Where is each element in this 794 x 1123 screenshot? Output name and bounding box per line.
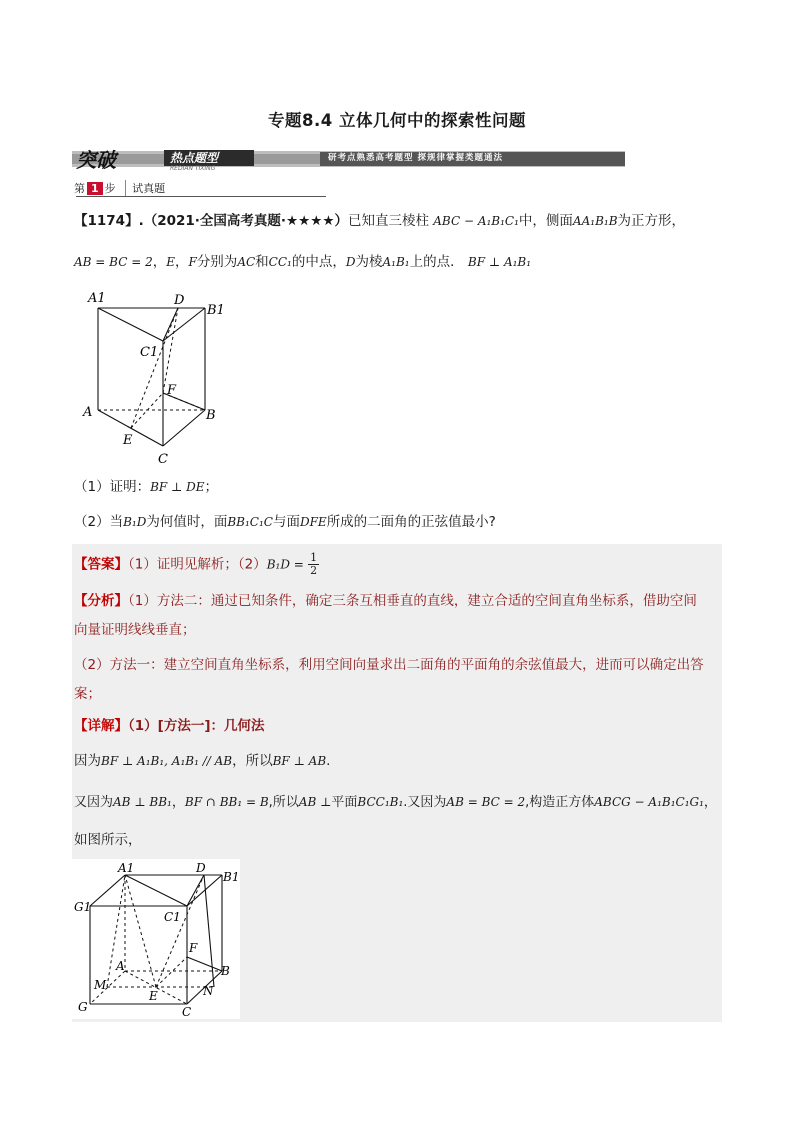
fig2-label: A1 — [118, 861, 135, 875]
fig2-label: G1 — [74, 900, 92, 914]
frac-num: 1 — [310, 551, 318, 564]
text: 所成的二面角的正弦值最小? — [326, 514, 496, 530]
analysis-line-3: （2）方法一：建立空间直角坐标系，利用空间向量求出二面角的平面角的余弦值最大，进而可以确定出答 — [74, 657, 704, 673]
analysis-tag: 【分析】 — [74, 593, 128, 609]
step-suffix: 步 — [104, 182, 116, 195]
text: 分别为 — [196, 254, 238, 270]
fig2-label: C1 — [164, 910, 181, 924]
problem-tag: 【1174】.（2021·全国高考真题·★★★★） — [74, 213, 348, 229]
text: ,构造正方体 — [525, 795, 595, 810]
text: 的中点， — [291, 254, 346, 270]
math-bf-perp-de: BF ⊥ DE — [150, 480, 205, 494]
fig2-label: C — [182, 1005, 192, 1019]
text: .又因为 — [403, 795, 447, 810]
step-underline — [76, 196, 326, 197]
fig2-label: E — [149, 989, 158, 1003]
math-bf-perp: BF ⊥ A₁B₁ — [467, 255, 532, 269]
fig1-label: F — [167, 383, 177, 398]
text: 和 — [255, 254, 269, 270]
figure-prism — [78, 286, 228, 470]
text: ， — [152, 254, 167, 270]
step-number: 1 — [87, 182, 103, 195]
text: （1）证明： — [74, 479, 151, 495]
banner-main: 突破 — [76, 148, 116, 172]
detail-method: （1）[方法一]：几何法 — [128, 718, 265, 734]
fig2-label: M — [94, 978, 107, 992]
text: . — [326, 753, 331, 769]
text: 与面 — [272, 514, 300, 530]
frac-den: 2 — [310, 564, 318, 577]
fig1-label: D — [174, 293, 185, 308]
math: BCC₁B₁ — [357, 795, 404, 809]
detail-line-2 — [74, 791, 717, 814]
problem-line-1 — [74, 210, 685, 232]
text: ，所以 — [232, 753, 273, 769]
math-face-2: BB₁C₁C — [227, 515, 273, 529]
fig1-label: A — [83, 405, 93, 420]
fig2-label: B1 — [223, 870, 240, 884]
analysis-line-4: 案； — [74, 686, 101, 702]
fig1-label: E — [123, 433, 133, 448]
step-prefix: 第 — [74, 182, 85, 195]
math-b1d: B₁D — [123, 515, 147, 529]
text: ,所以 — [268, 795, 299, 810]
step-label: 试真题 — [125, 180, 165, 196]
banner-pinyin: REDIAN TIXING — [170, 165, 216, 172]
math: AB = BC = 2 — [446, 795, 526, 809]
text: 上的点． — [409, 254, 464, 270]
question-2 — [74, 511, 496, 533]
math-face: AA₁B₁B — [572, 214, 618, 228]
text: （1）方法二：通过已知条件，确定三条互相垂直的直线，建立合适的空间直角坐标系，借助空间 — [128, 593, 697, 609]
text: （1）证明见解析；（2） — [128, 556, 267, 573]
fig2-label: G — [78, 1000, 88, 1014]
banner-label: 热点题型 — [170, 151, 219, 165]
fig2-label: B — [221, 964, 230, 978]
math: BF ∩ BB₁ = B — [184, 795, 269, 809]
math-ac: AC — [237, 255, 256, 269]
fig2-label: D — [196, 861, 206, 875]
text: ， — [703, 795, 717, 810]
fig1-label: C1 — [140, 345, 159, 360]
fig2-label: A — [116, 959, 125, 973]
math-ab-bc: AB = BC = 2 — [74, 255, 153, 269]
fig1-label: A1 — [88, 291, 106, 306]
banner-slogan: 研考点熟悉高考题型 探规律掌握类题通法 — [328, 153, 503, 163]
text: （2）当 — [74, 514, 124, 530]
text: 又因为 — [74, 795, 114, 810]
text: 为棱 — [355, 254, 383, 270]
math-d: D — [345, 255, 356, 269]
math: AB ⊥ BB₁ — [113, 795, 172, 809]
fig2-label: N — [203, 984, 214, 998]
text: 为何值时，面 — [146, 514, 228, 530]
page-title: 专题8.4 立体几何中的探索性问题 — [268, 111, 526, 130]
text: 中，侧面 — [518, 213, 573, 229]
math-dfe: DFE — [299, 515, 327, 529]
answer-tag: 【答案】 — [74, 556, 128, 573]
math-answer: B₁D = — [266, 557, 304, 572]
math: BF ⊥ AB — [272, 754, 327, 768]
detail-line-1 — [74, 750, 330, 772]
math: ABCG − A₁B₁C₁G₁ — [594, 795, 704, 809]
answer-line — [74, 552, 319, 577]
question-1 — [74, 476, 218, 498]
detail-line-3: 如图所示， — [74, 832, 142, 848]
math-cc1: CC₁ — [268, 255, 292, 269]
text: 因为 — [74, 753, 101, 769]
fig1-label: C — [158, 452, 168, 467]
fig1-label: B1 — [207, 303, 225, 318]
text: ， — [171, 795, 185, 810]
math-f: F — [188, 255, 197, 269]
answer-fraction — [308, 552, 319, 577]
analysis-line-2: 向量证明线线垂直； — [74, 622, 196, 638]
text: 平面 — [331, 795, 358, 810]
problem-line-2: AB = BC = 2，E，F分别为AC和CC₁的中点，D为棱A₁B₁上的点． BF ⊥ A₁B₁ — [74, 254, 532, 270]
fig1-label: B — [206, 408, 216, 423]
math: AB ⊥ — [298, 795, 332, 809]
text: 为正方形， — [617, 213, 686, 229]
text: 已知直三棱柱 — [347, 213, 429, 229]
math-prism: ABC − A₁B₁C₁ — [433, 214, 519, 228]
analysis-line-1 — [74, 590, 697, 612]
text: ； — [204, 479, 219, 495]
math-e: E — [166, 255, 175, 269]
detail-tag: 【详解】 — [74, 718, 128, 734]
detail-header — [74, 715, 264, 737]
figure-cube — [72, 859, 240, 1019]
fig2-label: F — [189, 941, 198, 955]
math-a1b1: A₁B₁ — [382, 255, 410, 269]
math: BF ⊥ A₁B₁, A₁B₁ // AB — [101, 754, 233, 768]
